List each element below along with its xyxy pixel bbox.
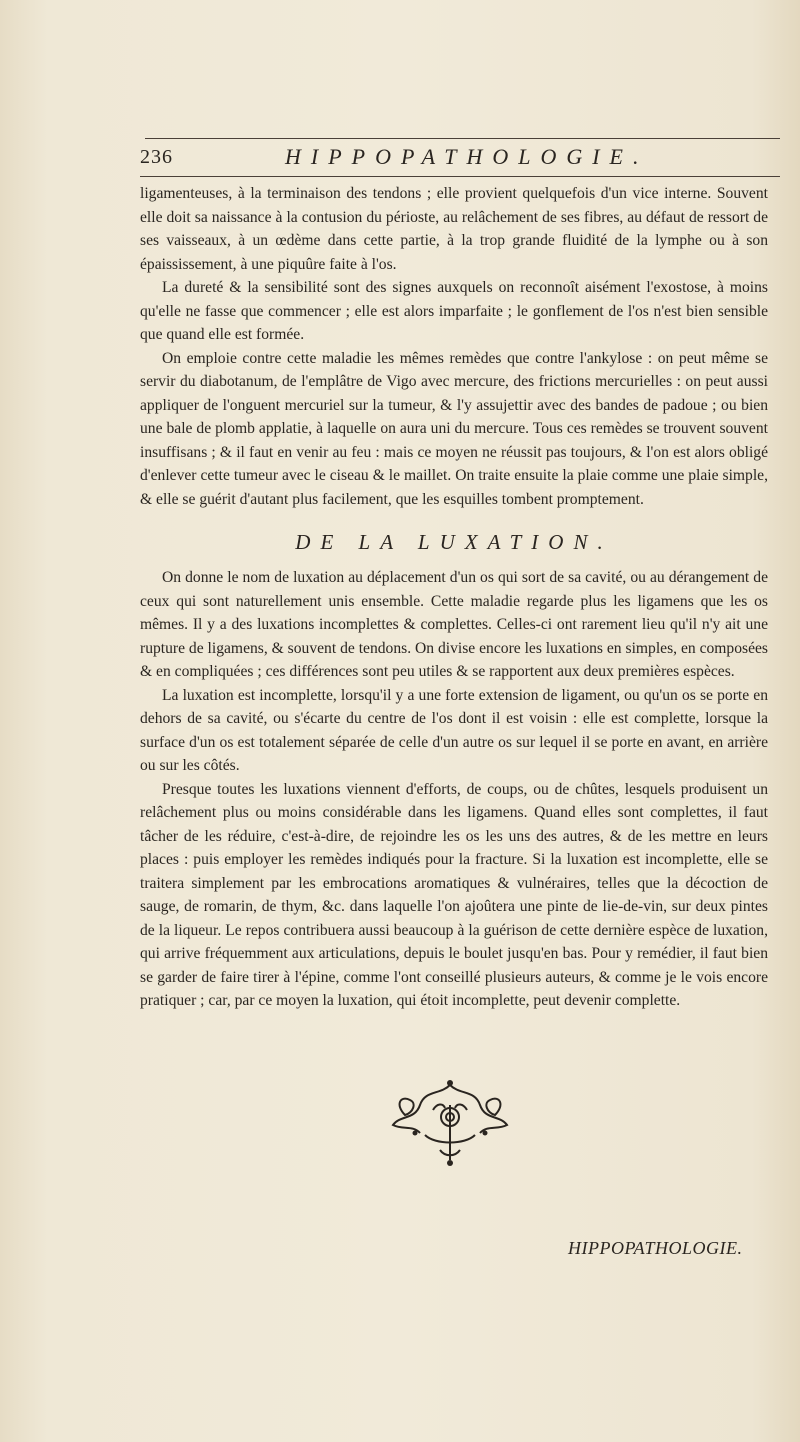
paragraph-luxation-definition: On donne le nom de luxation au déplacement d'un os qui sort de sa cavité, ou au dérangement de ceux qui sont naturellement unis ensemble. Cette maladie regarde plus les ligamens que les os mêmes. Il y a des luxations incomplettes & complettes. Celles-ci ont rarement lieu qu'il n'y ait une rupture de ligamens, & souvent de tendons. On divise encore les luxations en simples, en composées & en compliquées ; ces différences sont peu utiles & se rapportent aux deux premières espèces. — [140, 569, 768, 680]
fleuron-ornament-icon — [385, 1075, 515, 1170]
running-title: HIPPOPATHOLOGIE. — [285, 144, 649, 169]
top-rule — [145, 138, 780, 139]
catchword: HIPPOPATHOLOGIE. — [568, 1238, 743, 1258]
section-heading-luxation: DE LA LUXATION. — [295, 530, 613, 554]
section-exostose-text — [140, 182, 768, 511]
page-number: 236 — [140, 146, 173, 168]
paragraph-luxation-treatment: Presque toutes les luxations viennent d'efforts, de coups, ou de chûtes, lesquels produisent un relâchement plus ou moins considérable dans les ligamens. Quand elles sont complettes, il faut tâcher de les réduire, c'est-à-dire, de rejoindre les os les uns des autres, & de les mettre en leurs places : puis employer les remèdes indiqués pour la fracture. Si la luxation est incomplette, elle se traitera simplement par les embrocations aromatiques & vulnéraires, telles que la décoction de sauge, de romarin, de thym, &c. dans laquelle l'on ajoûtera une pinte de lie-de-vin, sur deux pintes de la liqueur. Le repos contribuera aussi beaucoup à la guérison de cette dernière espèce de luxation, qui arrive fréquemment aux articulations, depuis le boulet jusqu'en bas. Pour y remédier, il faut bien se garder de faire tirer à l'épine, comme l'ont conseillé plusieurs auteurs, & comme je le vois encore pratiquer ; car, par ce moyen la luxation, qui étoit incomplette, peut devenir complette. — [140, 780, 768, 1009]
paragraph-luxation-types: La luxation est incomplette, lorsqu'il y a une forte extension de ligament, ou qu'un os se porte en dehors de sa cavité, ou s'écarte du centre de l'os dont il est voisin : elle est complette, lorsque la surface d'un os est totalement séparée de celle d'un autre os sur lequel il se porte en avant, en arrière ou sur les côtés. — [140, 686, 768, 774]
paragraph-exostose-causes: ligamenteuses, à la terminaison des tendons ; elle provient quelquefois d'un vice interne. Souvent elle doit sa naissance à la contusion du périoste, au relâchement de ses fibres, au défaut de ressort de ses vaisseaux, à un œdème dans cette partie, à la trop grande fluidité de la lymphe ou à son épaississement, à une piquûre faite à l'os. — [140, 185, 768, 273]
page-header — [140, 142, 780, 176]
paragraph-exostose-signs: La dureté & la sensibilité sont des signes auxquels on reconnoît aisément l'exostose, à moins qu'elle ne fasse que commencer ; elle est alors imparfaite ; le gonflement de l'os n'est bien sensible que quand elle est formée. — [140, 279, 768, 343]
section-luxation-text — [140, 566, 768, 1013]
paragraph-exostose-remedies: On emploie contre cette maladie les mêmes remèdes que contre l'ankylose : on peut même se servir du diabotanum, de l'emplâtre de Vigo avec mercure, des frictions mercurielles : on peut aussi appliquer de l'onguent mercuriel sur la tumeur, & l'y assujettir avec des bandes de padoue ; ou bien une bale de plomb applatie, à laquelle on aura uni du mercure. Tous ces remèdes se trouvent souvent insuffisans ; & il faut en venir au feu : mais ce moyen ne réussit pas toujours, & l'on est alors obligé d'enlever cette tumeur avec le ciseau & le maillet. On traite ensuite la plaie comme une plaie simple, & elle se guérit d'autant plus facilement, que les esquilles tombent promptement. — [140, 349, 768, 508]
header-rule — [140, 176, 780, 177]
